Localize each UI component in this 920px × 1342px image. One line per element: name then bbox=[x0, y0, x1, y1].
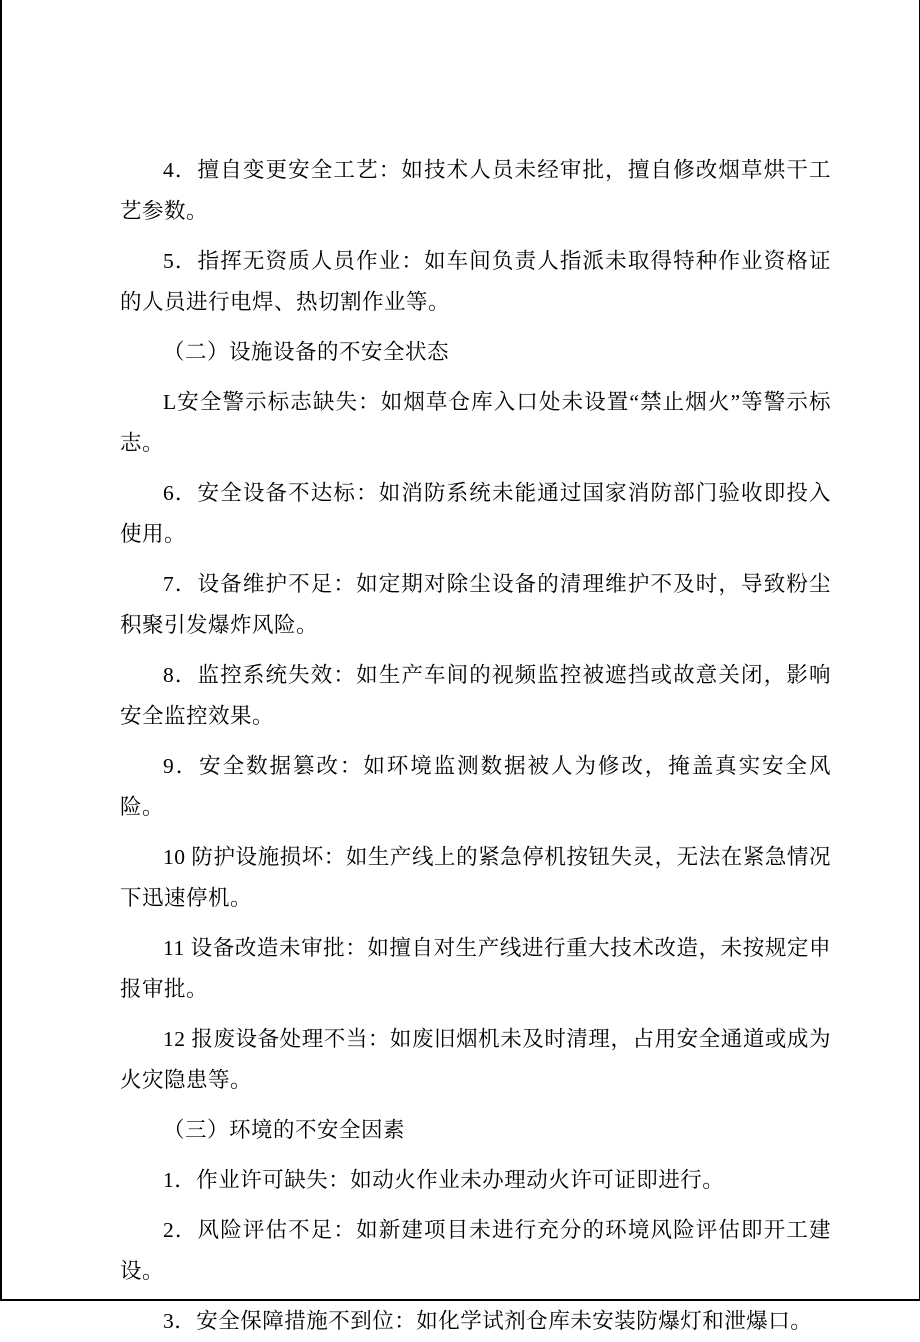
paragraph: 6．安全设备不达标：如消防系统未能通过国家消防部门验收即投入使用。 bbox=[120, 481, 831, 546]
paragraph: （三）环境的不安全因素 bbox=[163, 1118, 406, 1142]
paragraph: 2．风险评估不足：如新建项目未进行充分的环境风险评估即开工建设。 bbox=[120, 1218, 831, 1283]
paragraph: 7．设备维护不足：如定期对除尘设备的清理维护不及时，导致粉尘积聚引发爆炸风险。 bbox=[120, 572, 831, 637]
paragraph: 3．安全保障措施不到位：如化学试剂仓库未安装防爆灯和泄爆口。 bbox=[163, 1309, 813, 1333]
paragraph: 10 防护设施损坏：如生产线上的紧急停机按钮失灵，无法在紧急情况下迅速停机。 bbox=[120, 845, 831, 910]
paragraph: 9．安全数据篡改：如环境监测数据被人为修改，掩盖真实安全风险。 bbox=[120, 754, 831, 819]
paragraph: 8．监控系统失效：如生产车间的视频监控被遮挡或故意关闭，影响安全监控效果。 bbox=[120, 663, 831, 728]
paragraph: 4．擅自变更安全工艺：如技术人员未经审批，擅自修改烟草烘干工艺参数。 bbox=[120, 158, 831, 223]
paragraph: 5．指挥无资质人员作业：如车间负责人指派未取得特种作业资格证的人员进行电焊、热切割作业等。 bbox=[120, 249, 831, 314]
paragraph: 11 设备改造未审批：如擅自对生产线进行重大技术改造，未按规定申报审批。 bbox=[120, 936, 831, 1001]
paragraph: （二）设施设备的不安全状态 bbox=[163, 340, 450, 364]
paragraph-list bbox=[120, 150, 831, 1342]
paragraph: 12 报废设备处理不当：如废旧烟机未及时清理，占用安全通道或成为火灾隐患等。 bbox=[120, 1027, 831, 1092]
paragraph: L安全警示标志缺失：如烟草仓库入口处未设置“禁止烟火”等警示标志。 bbox=[120, 390, 831, 455]
paragraph: 1．作业许可缺失：如动火作业未办理动火许可证即进行。 bbox=[163, 1168, 725, 1192]
